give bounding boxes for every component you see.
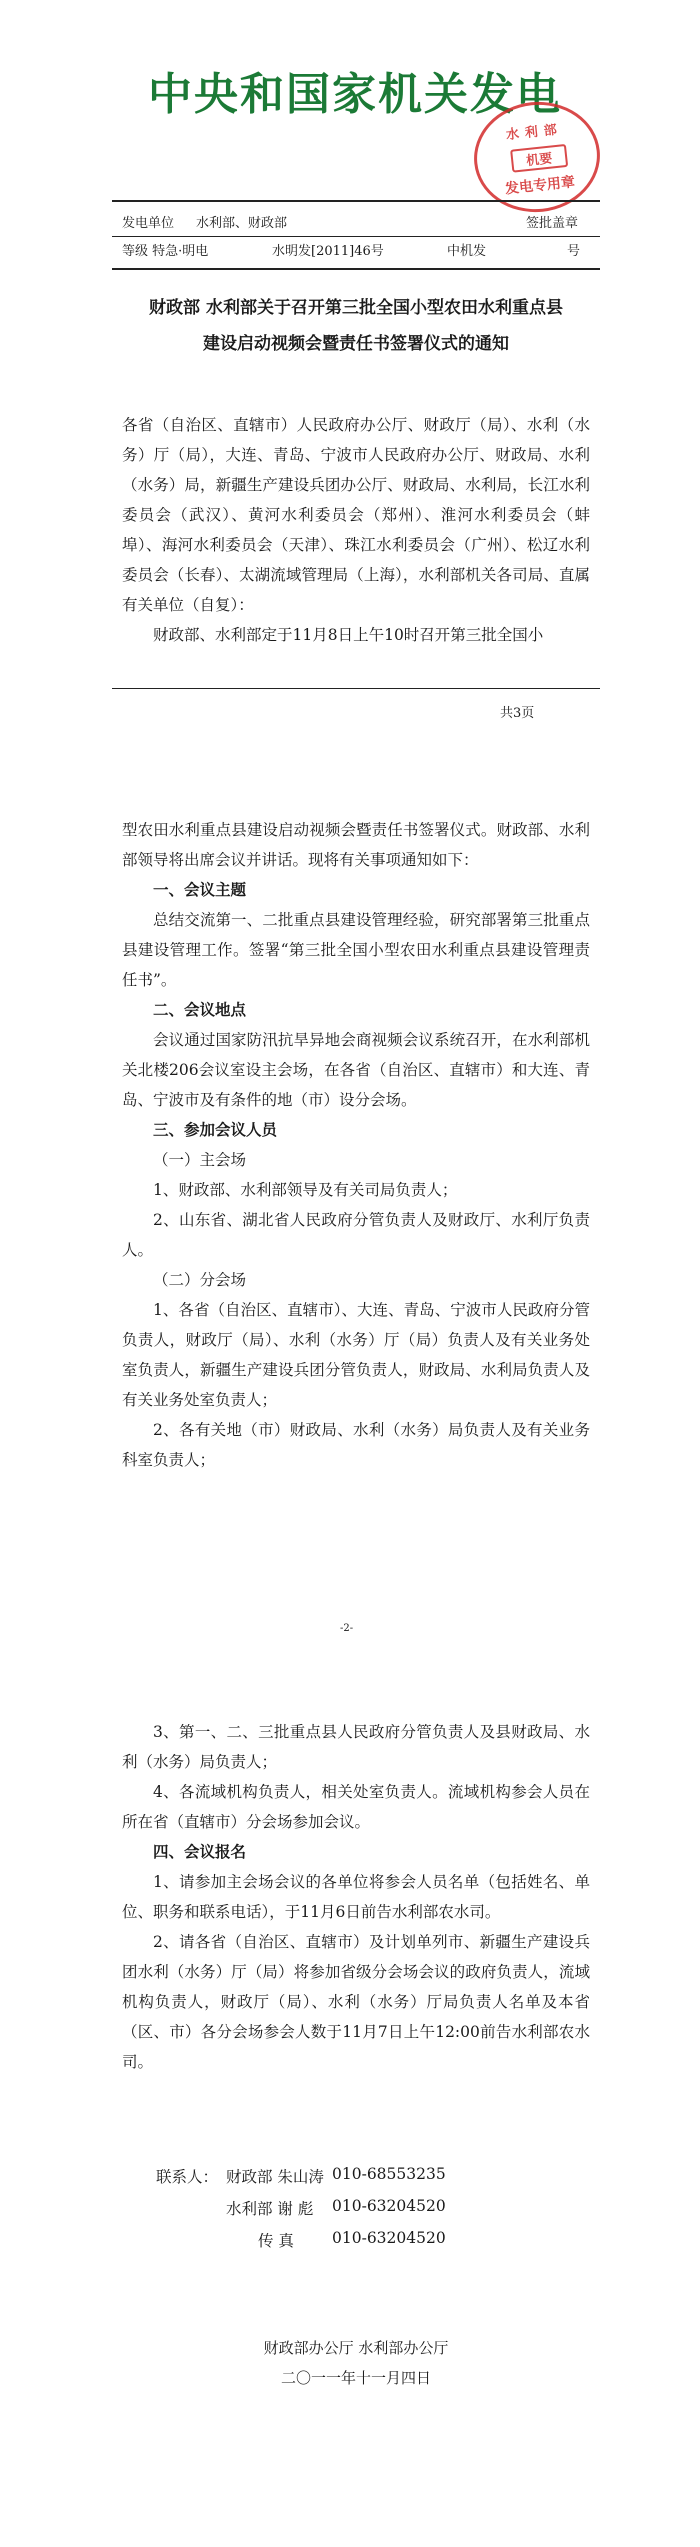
fax-number: 010-63204520	[332, 2229, 446, 2247]
page-1	[0, 0, 700, 775]
recipients-paragraph: 各省（自治区、直辖市）人民政府办公厅、财政厅（局）、水利（水务）厅（局），大连、青岛、宁波市人民政府办公厅、财政局、水利（水务）局，新疆生产建设兵团办公厅、财政局、水利局，长江水利委员会（武汉）、黄河水利委员会（郑州）、淮河水利委员会（蚌埠）、海河水利委员会（天津）、珠江水利委员会（广州）、松辽水利委员会（长春）、太湖流域管理局（上海），水利部机关各司局、直属有关单位（自复）：	[122, 416, 590, 614]
signing-date: 二〇一一年十一月四日	[280, 2369, 431, 2387]
sign-seal-label: 签批盖章	[526, 216, 579, 231]
meta-divider	[112, 236, 600, 237]
contact-1-phone: 010-68553235	[332, 2165, 446, 2183]
page-number: -2-	[340, 1623, 354, 1634]
section-3-main-item-2: 2、山东省、湖北省人民政府分管负责人及财政厅、水利厅负责人。	[122, 1211, 590, 1259]
page-2-body	[122, 815, 590, 1475]
stamp-text-middle: 机要	[510, 144, 568, 173]
grade-label: 等级 特急·明电	[122, 244, 209, 259]
section-4-item-2: 2、请各省（自治区、直辖市）及计划单列市、新疆生产建设兵团水利（水务）厅（局）将参加省级分会场会议的政府负责人，流域机构负责人，财政厅（局）、水利（水务）厅局负责人名单及本省（区、市）各分会场参会人数于11月7日上午12:00前告水利部农水司。	[122, 1933, 590, 2071]
contact-2-name: 水利部 谢 彪	[226, 2200, 314, 2218]
send-label: 中机发	[447, 244, 487, 259]
document-header-title: 中央和国家机关发电	[148, 69, 562, 120]
document-title-line-1: 财政部 水利部关于召开第三批全国小型农田水利重点县	[149, 298, 563, 318]
section-3-branch-venue: （二）分会场	[153, 1271, 247, 1289]
section-1-body: 总结交流第一、二批重点县建设管理经验，研究部署第三批重点县建设管理工作。签署“第三批全国小型农田水利重点县建设管理责任书”。	[122, 911, 590, 989]
stamp-text-top: 水利部	[505, 122, 564, 144]
page-2	[0, 775, 700, 1655]
section-3-main-venue: （一）主会场	[153, 1151, 247, 1169]
sender-value: 水利部、财政部	[196, 216, 288, 231]
section-3-title: 三、参加会议人员	[153, 1120, 278, 1139]
section-3-branch-item-4: 4、各流域机构负责人，相关处室负责人。流域机构参会人员在所在省（直辖市）分会场参加会议。	[122, 1783, 590, 1831]
fax-label: 传 真	[258, 2232, 294, 2250]
doc-number: 水明发[2011]46号	[272, 244, 384, 259]
number-label: 号	[567, 244, 581, 259]
section-3-branch-item-2: 2、各有关地（市）财政局、水利（水务）局负责人及有关业务科室负责人；	[122, 1421, 590, 1469]
section-3-branch-item-1: 1、各省（自治区、直辖市）、大连、青岛、宁波市人民政府分管负责人，财政厅（局）、水利（水务）厅（局）负责人及有关业务处室负责人，新疆生产建设兵团分管负责人，财政局、水利局负责人及有关业务处室负责人；	[122, 1301, 590, 1409]
section-2-body: 会议通过国家防汛抗旱异地会商视频会议系统召开，在水利部机关北楼206会议室设主会场，在各省（自治区、直辖市）和大连、青岛、宁波市及有条件的地（市）设分会场。	[122, 1031, 590, 1109]
signing-offices: 财政部办公厅 水利部办公厅	[263, 2339, 449, 2357]
section-3-main-item-1: 1、财政部、水利部领导及有关司局负责人；	[153, 1181, 458, 1199]
contact-label: 联系人：	[155, 2168, 218, 2186]
section-4-title: 四、会议报名	[153, 1842, 247, 1861]
header-divider	[112, 200, 600, 202]
section-2-title: 二、会议地点	[153, 1000, 247, 1019]
page-1-footer-divider	[112, 688, 600, 689]
page-1-body	[122, 410, 590, 650]
section-3-branch-item-3: 3、第一、二、三批重点县人民政府分管负责人及县财政局、水利（水务）局负责人；	[122, 1723, 590, 1771]
section-4-item-1: 1、请参加主会场会议的各单位将参会人员名单（包括姓名、单位、职务和联系电话），于11月6日前告水利部农水司。	[122, 1873, 590, 1921]
contact-1-name: 财政部 朱山涛	[226, 2168, 324, 2186]
total-pages: 共3页	[500, 706, 535, 721]
contact-2-phone: 010-63204520	[332, 2197, 446, 2215]
meta-bottom-divider	[112, 268, 600, 270]
intro-paragraph-continued: 型农田水利重点县建设启动视频会暨责任书签署仪式。财政部、水利部领导将出席会议并讲话。现将有关事项通知如下：	[122, 821, 590, 869]
sender-label: 发电单位	[122, 216, 175, 231]
stamp-text-bottom: 发电专用章	[504, 174, 576, 198]
page-3	[0, 1655, 700, 2547]
page-3-body	[122, 1717, 590, 2077]
document-title-line-2: 建设启动视频会暨责任书签署仪式的通知	[203, 334, 509, 354]
intro-paragraph-start: 财政部、水利部定于11月8日上午10时召开第三批全国小	[153, 626, 544, 644]
document-title	[112, 290, 600, 362]
section-1-title: 一、会议主题	[153, 880, 247, 899]
